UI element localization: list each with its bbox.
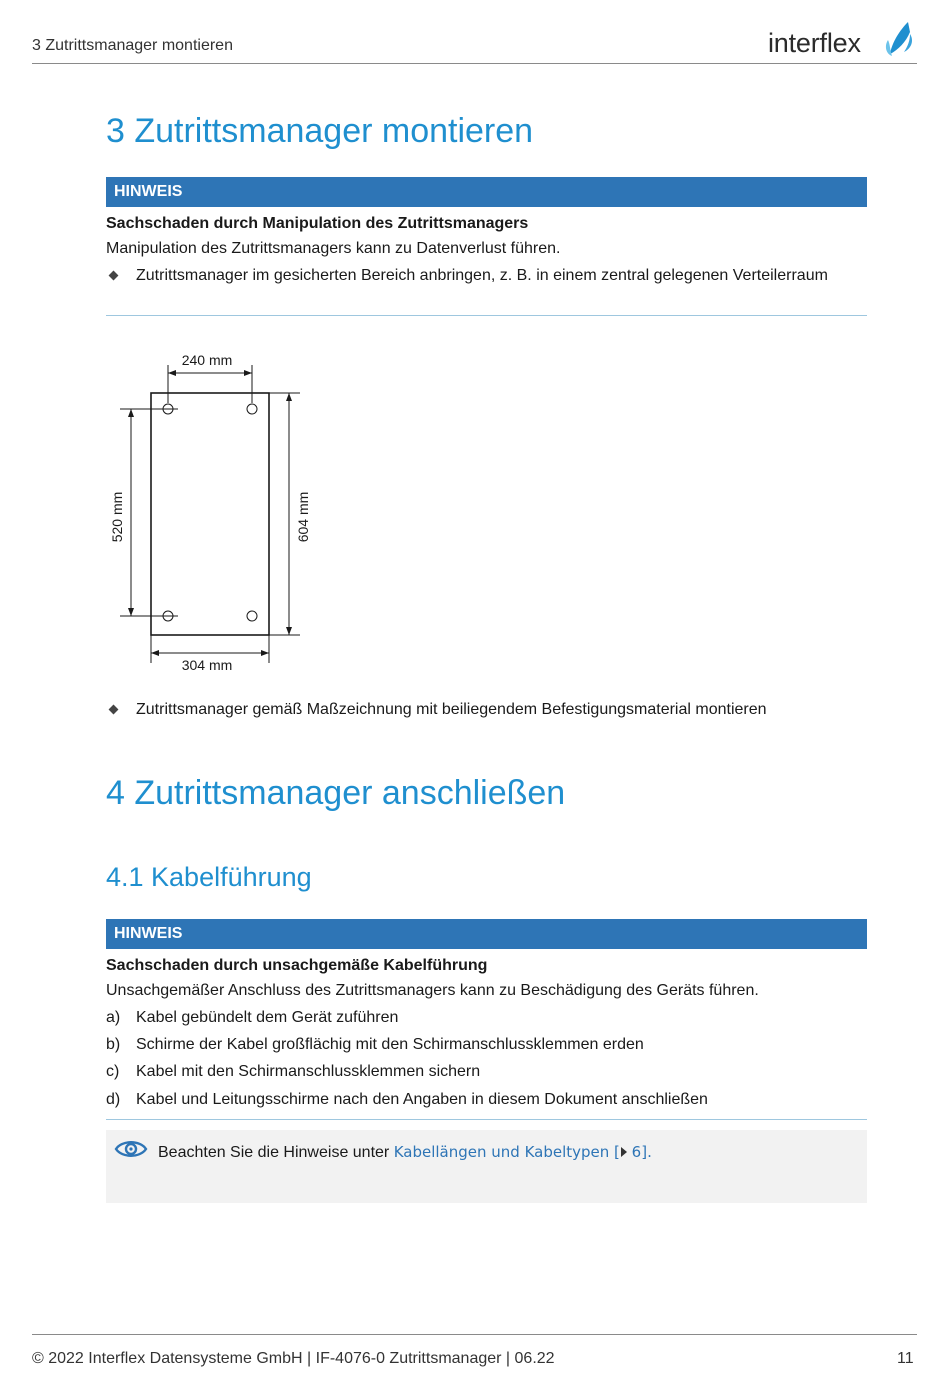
notice-title: Sachschaden durch unsachgemäße Kabelführung [106, 957, 488, 974]
notice-end-rule [106, 315, 867, 316]
list-text: Kabel gebündelt dem Gerät zuführen [136, 1009, 399, 1026]
notice-text: Manipulation des Zutrittsmanagers kann zu Datenverlust führen. [106, 240, 561, 257]
dim-width-top: 240 mm [181, 352, 233, 368]
mounting-hole [247, 404, 257, 414]
section-4-1-heading: 4.1 Kabelführung [106, 862, 312, 892]
section-3-heading: 3 Zutrittsmanager montieren [106, 112, 534, 150]
list-item [0, 1036, 950, 1058]
dim-width-bottom: 304 mm [181, 657, 233, 673]
running-title: 3 Zutrittsmanager montieren [32, 37, 233, 54]
list-text: Kabel mit den Schirmanschlussklemmen sichern [136, 1063, 481, 1080]
list-item [0, 700, 950, 722]
cross-reference-link[interactable]: Kabellängen und Kabeltypen [393, 1143, 610, 1161]
interflex-logo [768, 20, 918, 60]
diamond-bullet-icon [109, 271, 119, 281]
info-text [158, 1143, 652, 1162]
section-4-heading: 4 Zutrittsmanager anschließen [106, 774, 566, 812]
page-number: 11 [897, 1350, 914, 1367]
info-box [106, 1130, 867, 1203]
bullet-text: Zutrittsmanager gemäß Maßzeichnung mit beiliegendem Befestigungsmaterial montieren [136, 701, 767, 718]
logo-text: interflex [768, 28, 861, 58]
eye-icon [114, 1137, 148, 1161]
list-item [0, 1009, 950, 1031]
footer-rule [32, 1334, 917, 1335]
butterfly-icon [880, 20, 916, 58]
notice-bar: HINWEIS [106, 919, 867, 949]
notice-end-rule [106, 1119, 867, 1120]
ref-page[interactable]: 6 [626, 1143, 642, 1161]
dimension-drawing [100, 345, 340, 680]
mounting-hole [247, 611, 257, 621]
diamond-bullet-icon [109, 705, 119, 715]
list-label: c) [106, 1063, 120, 1080]
list-label: d) [106, 1091, 121, 1108]
cabinet-outline [151, 393, 269, 635]
info-prefix: Beachten Sie die Hinweise unter [158, 1144, 394, 1161]
list-text: Kabel und Leitungsschirme nach den Angaben in diesem Dokument anschließen [136, 1091, 708, 1108]
list-item [0, 266, 950, 310]
list-label: a) [106, 1009, 121, 1026]
notice-bar: HINWEIS [106, 177, 867, 207]
dim-height-left: 520 mm [109, 491, 125, 543]
list-text: Schirme der Kabel großflächig mit den Schirmanschlussklemmen erden [136, 1036, 644, 1053]
bullet-text: Zutrittsmanager im gesicherten Bereich anbringen, z. B. in einem zentral gelegenen Verteilerraum [136, 267, 828, 284]
dim-height-right: 604 mm [295, 491, 311, 543]
footer-text: © 2022 Interflex Datensysteme GmbH | IF-4076-0 Zutrittsmanager | 06.22 [32, 1350, 555, 1367]
ref-open: [ [609, 1143, 620, 1161]
list-item [0, 1091, 950, 1113]
list-item [0, 1063, 950, 1085]
ref-close: ]. [641, 1143, 652, 1161]
notice-text: Unsachgemäßer Anschluss des Zutrittsmanagers kann zu Beschädigung des Geräts führen. [106, 982, 759, 999]
notice-title: Sachschaden durch Manipulation des Zutrittsmanagers [106, 215, 529, 232]
header-rule [32, 63, 917, 64]
list-label: b) [106, 1036, 121, 1053]
